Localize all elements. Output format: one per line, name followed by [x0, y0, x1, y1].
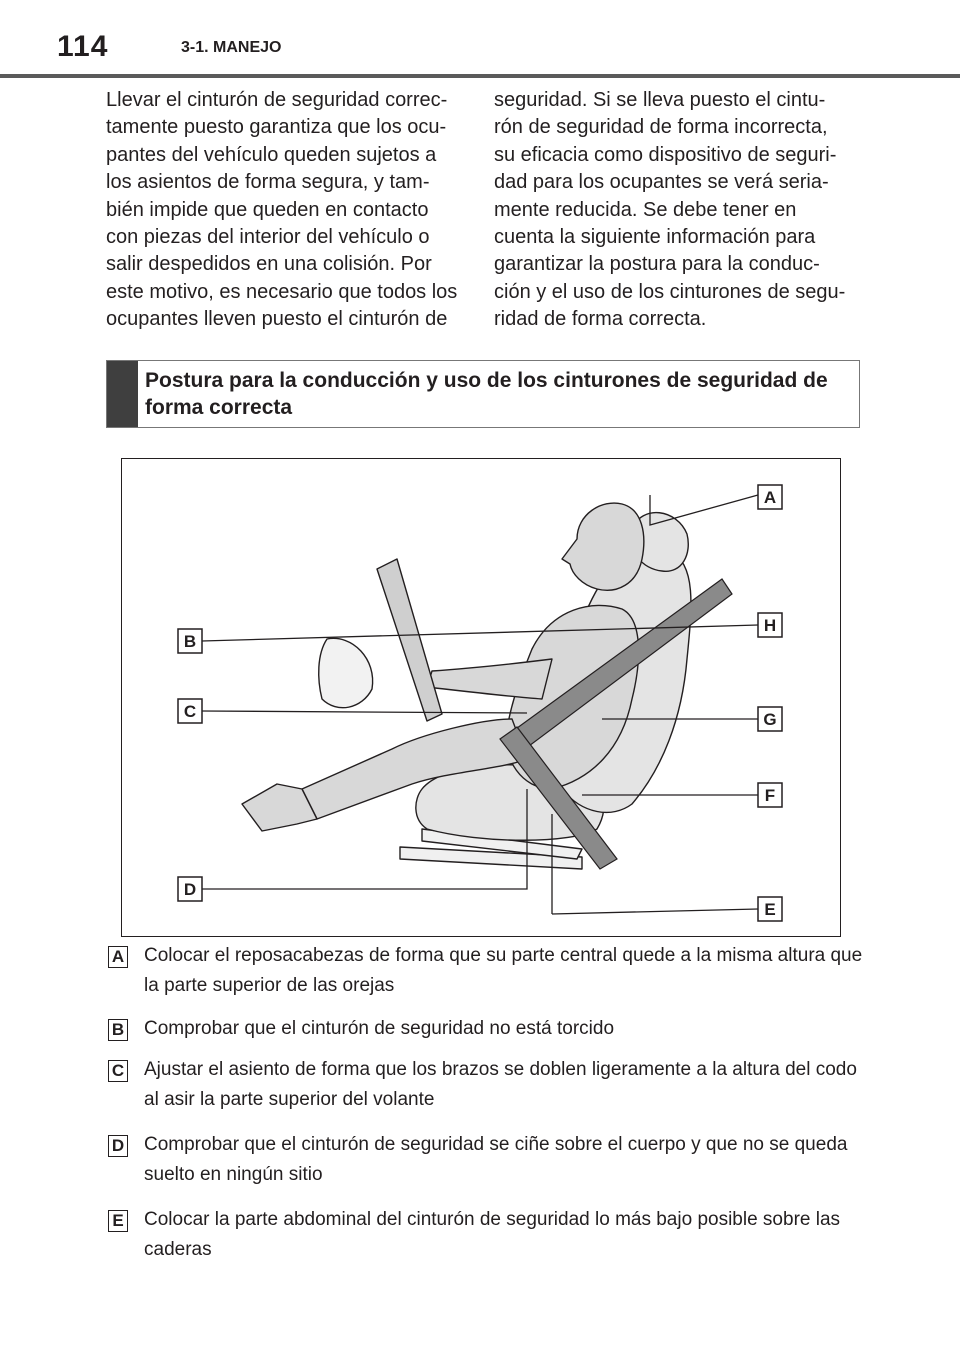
header-rule	[0, 74, 960, 78]
intro-line: rón de seguridad de forma incorrecta,	[494, 116, 828, 139]
intro-line: seguridad. Si se lleva puesto el cintu-	[494, 89, 826, 111]
intro-line: tamente puesto garantiza que los ocu-	[106, 116, 447, 139]
driving-posture-figure	[121, 458, 841, 937]
intro-line: cuenta la siguiente información para	[494, 226, 816, 249]
item-text: Colocar la parte abdominal del cinturón de seguridad lo más bajo posible sobre las caderas	[144, 1209, 841, 1260]
intro-line: este motivo, es necesario que todos los	[106, 280, 458, 303]
callout-d: D	[183, 880, 197, 899]
callout-a: A	[763, 488, 777, 507]
section-heading: Postura para la conducción y uso de los cinturones de seguridad de forma correcta	[145, 369, 828, 419]
intro-line: bién impide que queden en contacto	[106, 198, 429, 221]
heading-accent-bar	[107, 361, 138, 427]
intro-line: Llevar el cinturón de seguridad correc-	[106, 89, 448, 111]
intro-line: mente reducida. Se debe tener en	[494, 198, 797, 221]
item-text: Comprobar que el cinturón de seguridad se ciñe sobre el cuerpo y que no se queda suelto en ningún sitio	[144, 1134, 848, 1185]
intro-line: dad para los ocupantes se verá seria-	[494, 171, 829, 194]
intro-line: su eficacia como dispositivo de seguri-	[494, 143, 837, 166]
item-text: Comprobar que el cinturón de seguridad no está torcido	[144, 1018, 615, 1039]
item-text: Ajustar el asiento de forma que los brazos se doblen ligeramente a la altura del codo al asir la parte superior del volante	[144, 1059, 857, 1110]
callout-g: G	[763, 710, 777, 729]
intro-line: garantizar la postura para la conduc-	[494, 253, 820, 276]
item-text: Colocar el reposacabezas de forma que su parte central quede a la misma altura que la parte superior de las orejas	[144, 945, 863, 996]
item-key-box: E	[108, 1210, 128, 1232]
callout-h: H	[763, 616, 777, 635]
intro-column-right	[494, 87, 864, 334]
item-key-box: B	[108, 1019, 128, 1041]
intro-line: los asientos de forma segura, y tam-	[106, 171, 430, 194]
driver-seat-illustration	[122, 459, 842, 938]
intro-line: ocupantes lleven puesto el cinturón de	[106, 308, 448, 331]
page-number: 114	[57, 30, 109, 63]
intro-column-left	[106, 87, 466, 334]
intro-line: ción y el uso de los cinturones de segu-	[494, 280, 846, 303]
callout-f: F	[764, 786, 776, 805]
intro-line: ridad de forma correcta.	[494, 308, 707, 331]
callout-c: C	[183, 702, 197, 721]
item-key-box: C	[108, 1060, 128, 1082]
intro-line: con piezas del interior del vehículo o	[106, 226, 430, 249]
page-header	[0, 0, 960, 80]
callout-e: E	[764, 900, 776, 919]
callout-b: B	[183, 632, 197, 651]
item-key-box: D	[108, 1135, 128, 1157]
section-label: 3-1. MANEJO	[181, 39, 282, 56]
intro-line: salir despedidos en una colisión. Por	[106, 253, 432, 276]
item-key-box: A	[108, 946, 128, 968]
intro-line: pantes del vehículo queden sujetos a	[106, 143, 437, 166]
section-heading-box	[106, 360, 860, 428]
